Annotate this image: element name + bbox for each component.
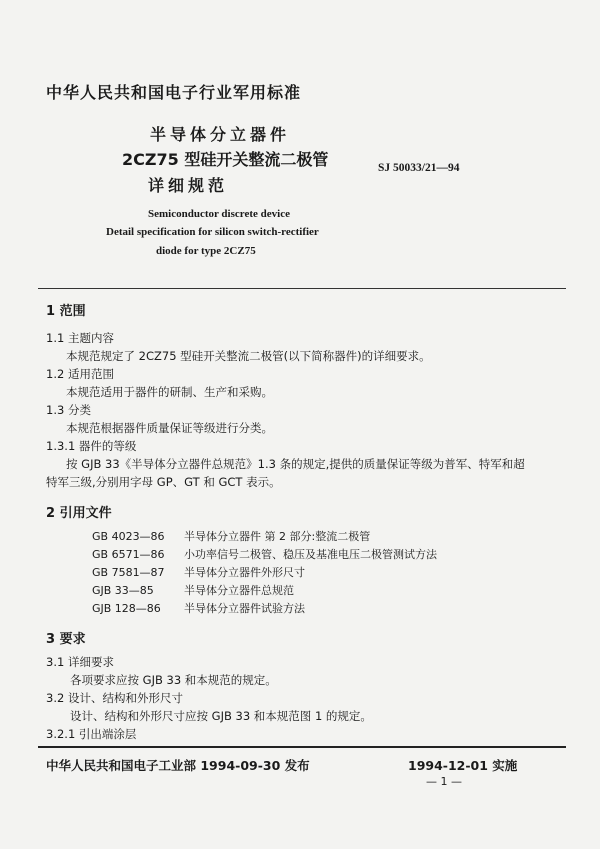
reference-code: GB 4023—86 xyxy=(92,530,165,543)
section-1-3-1-heading: 1.3.1 器件的等级 xyxy=(46,439,137,453)
section-1-3-text: 本规范根据器件质量保证等级进行分类。 xyxy=(66,421,273,435)
footer-divider xyxy=(38,746,566,748)
reference-row xyxy=(92,564,305,580)
section-1-1-text: 本规范规定了 2CZ75 型硅开关整流二极管(以下简称器件)的详细要求。 xyxy=(66,349,431,363)
header-divider xyxy=(38,288,566,289)
effective-date: 1994-12-01 实施 xyxy=(408,758,518,773)
doc-title-line3: 详细规范 xyxy=(148,176,229,195)
reference-title: 半导体分立器件外形尺寸 xyxy=(184,566,305,579)
section-3-2-heading: 3.2 设计、结构和外形尺寸 xyxy=(46,691,183,705)
section-1-3-heading: 1.3 分类 xyxy=(46,403,91,417)
issuer: 中华人民共和国电子工业部 1994-09-30 发布 xyxy=(46,758,310,773)
reference-row xyxy=(92,528,370,544)
section-1-2-text: 本规范适用于器件的研制、生产和采购。 xyxy=(66,385,273,399)
reference-title: 半导体分立器件 第 2 部分:整流二极管 xyxy=(184,530,371,543)
reference-code: GJB 33—85 xyxy=(92,584,154,597)
reference-row xyxy=(92,600,305,616)
section-1-heading: 1 范围 xyxy=(46,304,86,319)
reference-title: 半导体分立器件试验方法 xyxy=(184,602,305,615)
doc-title-line1: 半导体分立器件 xyxy=(150,125,291,144)
section-3-1-heading: 3.1 详细要求 xyxy=(46,655,114,669)
page-number: — 1 — xyxy=(426,775,462,788)
english-title-line3: diode for type 2CZ75 xyxy=(156,245,256,257)
section-1-3-1-text-line2: 特军三级,分别用字母 GP、GT 和 GCT 表示。 xyxy=(46,475,281,489)
reference-title: 半导体分立器件总规范 xyxy=(184,584,294,597)
section-1-3-1-text-line1: 按 GJB 33《半导体分立器件总规范》1.3 条的规定,提供的质量保证等级为普军、特军和超 xyxy=(66,457,525,471)
doc-title-line2: 2CZ75 型硅开关整流二极管 xyxy=(122,150,329,169)
section-1-2-heading: 1.2 适用范围 xyxy=(46,367,114,381)
section-3-1-text: 各项要求应按 GJB 33 和本规范的规定。 xyxy=(70,673,277,687)
reference-row xyxy=(92,546,437,562)
reference-code: GJB 128—86 xyxy=(92,602,161,615)
section-3-2-1-heading: 3.2.1 引出端涂层 xyxy=(46,727,137,741)
section-3-heading: 3 要求 xyxy=(46,632,86,647)
section-2-heading: 2 引用文件 xyxy=(46,506,112,521)
reference-row xyxy=(92,582,294,598)
standard-number: SJ 50033/21—94 xyxy=(378,162,460,174)
reference-code: GB 6571—86 xyxy=(92,548,165,561)
english-title-line1: Semiconductor discrete device xyxy=(148,208,290,220)
section-1-1-heading: 1.1 主题内容 xyxy=(46,331,114,345)
section-3-2-text: 设计、结构和外形尺寸应按 GJB 33 和本规范图 1 的规定。 xyxy=(70,709,372,723)
national-standard-title: 中华人民共和国电子行业军用标准 xyxy=(46,83,302,102)
reference-code: GB 7581—87 xyxy=(92,566,165,579)
reference-title: 小功率信号二极管、稳压及基准电压二极管测试方法 xyxy=(184,548,437,561)
english-title-line2: Detail specification for silicon switch-rectifier xyxy=(106,226,319,238)
